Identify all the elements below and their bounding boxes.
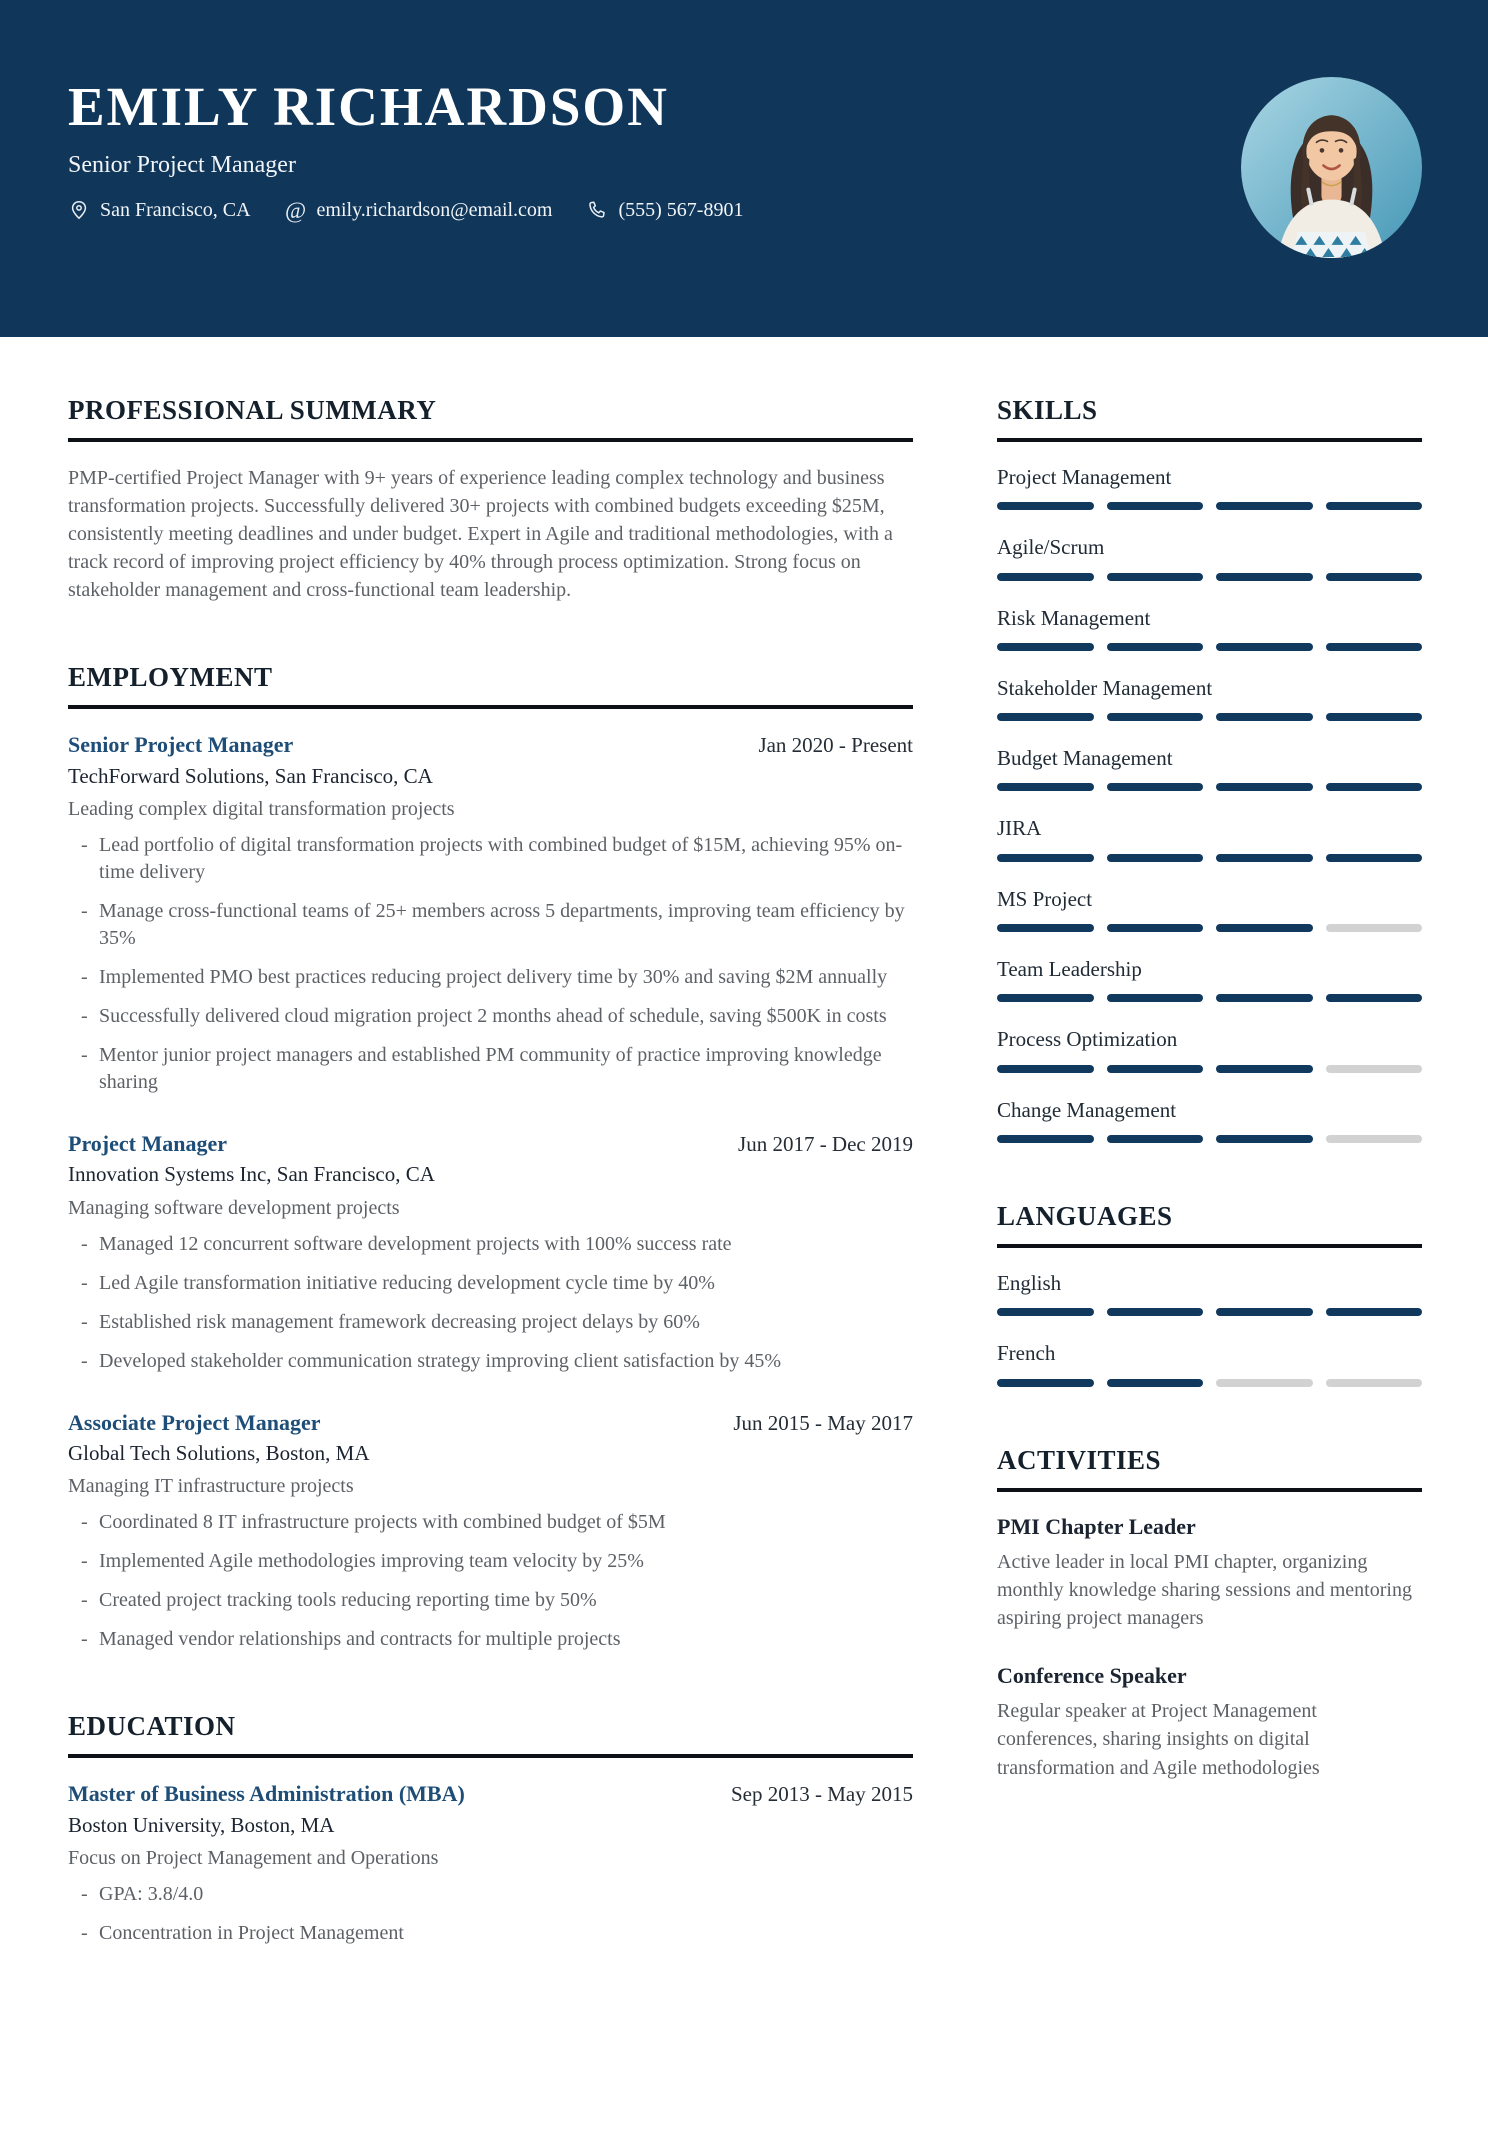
summary-text: PMP-certified Project Manager with 9+ years of experience leading complex technology and business transformation projects. Successfully delivered 30+ projects with combined budgets exceeding $25M, consistently meeting deadlines and under budget. Expert in Agile and traditional methodologies, with a track record of improving project efficiency by 40% through process optimization. Strong focus on stakeholder management and cross-functional team leadership. (68, 467, 893, 601)
person-title: Senior Project Manager (68, 151, 296, 178)
entry-dates: Jun 2015 - May 2017 (733, 1410, 913, 1435)
entry-title: Project Manager (68, 1130, 228, 1156)
level-segment (1326, 573, 1423, 581)
entry-head (68, 1130, 913, 1158)
skill-item (997, 1026, 1422, 1072)
skill-name: Budget Management (997, 746, 1173, 771)
bullet-item: - Implemented Agile methodologies improving team velocity by 25% (68, 1548, 913, 1575)
languages-list (997, 1248, 1422, 1387)
phone-icon (586, 199, 608, 221)
entry-title: Associate Project Manager (68, 1409, 321, 1435)
level-segment (1216, 713, 1313, 721)
level-segment (997, 502, 1094, 510)
skill-item (997, 675, 1422, 721)
level-segment (1107, 643, 1204, 651)
contact-location (68, 199, 251, 222)
skill-level-bar (997, 994, 1422, 1002)
skill-item (997, 886, 1422, 932)
skill-name: MS Project (997, 886, 1093, 911)
skill-item (997, 534, 1422, 580)
level-segment (997, 713, 1094, 721)
bullet-item: - Managed 12 concurrent software development projects with 100% success rate (68, 1231, 913, 1258)
bullet-item: - Established risk management framework decreasing project delays by 60% (68, 1309, 913, 1336)
section-skills (997, 395, 1422, 1143)
skill-level-bar (997, 854, 1422, 862)
contact-phone (586, 199, 743, 222)
skill-name: Agile/Scrum (997, 535, 1105, 560)
location-pin-icon (68, 199, 90, 221)
skill-item (997, 1097, 1422, 1143)
phone-text: (555) 567-8901 (618, 198, 744, 221)
level-segment (1216, 854, 1313, 862)
bullet-item: - Lead portfolio of digital transformation projects with combined budget of $15M, achieving 95% on-time delivery (68, 832, 913, 886)
activity-text: Active leader in local PMI chapter, organizing monthly knowledge sharing sessions and mentoring aspiring project managers (997, 1550, 1412, 1630)
level-segment (997, 573, 1094, 581)
entry-head (68, 731, 913, 759)
skill-item (997, 815, 1422, 861)
entry-head (68, 1780, 913, 1808)
level-segment (1216, 783, 1313, 791)
resume-entry (68, 731, 913, 1096)
section-title-education: EDUCATION (68, 1711, 913, 1758)
skill-level-bar (997, 502, 1422, 510)
entry-dates: Sep 2013 - May 2015 (731, 1782, 913, 1807)
activity-item (997, 1514, 1422, 1633)
language-name: French (997, 1341, 1056, 1366)
education-list (68, 1758, 913, 1947)
level-segment (997, 1308, 1094, 1316)
section-education (68, 1711, 913, 1947)
entry-description: Focus on Project Management and Operations (68, 1847, 439, 1870)
level-segment (1216, 643, 1313, 651)
level-segment (1216, 502, 1313, 510)
skill-name: Stakeholder Management (997, 675, 1213, 700)
level-segment (997, 1379, 1094, 1387)
entry-dates: Jan 2020 - Present (758, 733, 913, 757)
header (0, 0, 1488, 337)
sidebar-column (997, 337, 1422, 1782)
activity-title: PMI Chapter Leader (997, 1513, 1196, 1539)
entry-title: Master of Business Administration (MBA) (68, 1781, 465, 1807)
bullet-item: - Manage cross-functional teams of 25+ members across 5 departments, improving team efficiency by 35% (68, 898, 913, 952)
level-segment (997, 643, 1094, 651)
bullet-item: - Developed stakeholder communication strategy improving client satisfaction by 45% (68, 1348, 913, 1375)
entry-description: Managing software development projects (68, 1196, 400, 1219)
skill-level-bar (997, 713, 1422, 721)
contact-row (68, 199, 1422, 222)
level-segment (1326, 1135, 1423, 1143)
level-segment (1216, 924, 1313, 932)
level-segment (1107, 573, 1204, 581)
skill-level-bar (997, 924, 1422, 932)
level-segment (1216, 1065, 1313, 1073)
entry-organization: TechForward Solutions, San Francisco, CA (68, 763, 433, 788)
language-item (997, 1340, 1422, 1386)
activity-title: Conference Speaker (997, 1662, 1187, 1688)
bullet-item: - Created project tracking tools reducing reporting time by 50% (68, 1587, 913, 1614)
skill-name: Change Management (997, 1097, 1177, 1122)
level-segment (1326, 1308, 1423, 1316)
location-text: San Francisco, CA (100, 198, 251, 221)
level-segment (997, 994, 1094, 1002)
entry-dates: Jun 2017 - Dec 2019 (738, 1131, 913, 1156)
email-text: emily.richardson@email.com (316, 198, 553, 221)
language-level-bar (997, 1379, 1422, 1387)
level-segment (1107, 502, 1204, 510)
level-segment (1107, 1065, 1204, 1073)
skill-level-bar (997, 573, 1422, 581)
level-segment (1216, 1308, 1313, 1316)
person-name: EMILY RICHARDSON (68, 76, 669, 137)
section-title-summary: PROFESSIONAL SUMMARY (68, 395, 913, 442)
level-segment (1107, 713, 1204, 721)
entry-title: Senior Project Manager (68, 732, 294, 757)
activities-list (997, 1492, 1422, 1782)
entry-organization: Global Tech Solutions, Boston, MA (68, 1441, 370, 1466)
main-column (68, 337, 913, 1959)
section-employment (68, 662, 913, 1653)
level-segment (1326, 1379, 1423, 1387)
level-segment (1326, 994, 1423, 1002)
skill-name: JIRA (997, 816, 1042, 841)
activity-item (997, 1663, 1422, 1782)
entry-bullets (68, 832, 913, 1096)
skill-name: Team Leadership (997, 957, 1142, 982)
skill-item (997, 464, 1422, 510)
entry-bullets (68, 1509, 913, 1653)
entry-bullets (68, 1881, 913, 1947)
level-segment (1326, 713, 1423, 721)
skill-level-bar (997, 1065, 1422, 1073)
language-name: English (997, 1270, 1062, 1295)
section-title-activities: ACTIVITIES (997, 1445, 1422, 1492)
bullet-item: - Managed vendor relationships and contracts for multiple projects (68, 1626, 913, 1653)
level-segment (1107, 1135, 1204, 1143)
skill-item (997, 605, 1422, 651)
employment-list (68, 709, 913, 1653)
entry-bullets (68, 1231, 913, 1375)
level-segment (997, 783, 1094, 791)
level-segment (1216, 994, 1313, 1002)
contact-email (285, 199, 553, 222)
level-segment (1326, 854, 1423, 862)
body-columns (0, 337, 1488, 1959)
bullet-item: - Concentration in Project Management (68, 1920, 913, 1947)
entry-organization: Innovation Systems Inc, San Francisco, CA (68, 1162, 435, 1187)
skill-item (997, 745, 1422, 791)
level-segment (1216, 573, 1313, 581)
skill-name: Project Management (997, 465, 1172, 489)
resume-entry (68, 1409, 913, 1654)
bullet-item: - Mentor junior project managers and established PM community of practice improving knowledge sharing (68, 1042, 913, 1096)
level-segment (1326, 502, 1423, 510)
level-segment (997, 924, 1094, 932)
level-segment (1326, 643, 1423, 651)
section-title-languages: LANGUAGES (997, 1201, 1422, 1248)
level-segment (1107, 854, 1204, 862)
bullet-item: - Coordinated 8 IT infrastructure projects with combined budget of $5M (68, 1509, 913, 1536)
skill-level-bar (997, 783, 1422, 791)
language-level-bar (997, 1308, 1422, 1316)
section-professional-summary (68, 395, 913, 604)
level-segment (1107, 994, 1204, 1002)
level-segment (1107, 1308, 1204, 1316)
section-activities (997, 1445, 1422, 1782)
level-segment (997, 1065, 1094, 1073)
skills-list (997, 442, 1422, 1143)
skill-name: Risk Management (997, 605, 1151, 630)
level-segment (1326, 1065, 1423, 1073)
bullet-item: - Successfully delivered cloud migration project 2 months ahead of schedule, saving $500K in costs (68, 1003, 913, 1030)
level-segment (997, 854, 1094, 862)
activity-text: Regular speaker at Project Management conferences, sharing insights on digital transformation and Agile methodologies (997, 1699, 1320, 1779)
bullet-item: - GPA: 3.8/4.0 (68, 1881, 913, 1908)
level-segment (1326, 783, 1423, 791)
section-languages (997, 1201, 1422, 1387)
level-segment (997, 1135, 1094, 1143)
skill-level-bar (997, 643, 1422, 651)
level-segment (1107, 783, 1204, 791)
bullet-item: - Led Agile transformation initiative reducing development cycle time by 40% (68, 1270, 913, 1297)
entry-head (68, 1409, 913, 1437)
entry-description: Managing IT infrastructure projects (68, 1475, 354, 1498)
resume-entry (68, 1780, 913, 1947)
skill-item (997, 956, 1422, 1002)
level-segment (1107, 924, 1204, 932)
resume-entry (68, 1130, 913, 1375)
level-segment (1107, 1379, 1204, 1387)
section-title-skills: SKILLS (997, 395, 1422, 442)
skill-name: Process Optimization (997, 1027, 1178, 1052)
email-at-icon: @ (284, 197, 307, 223)
level-segment (1326, 924, 1423, 932)
entry-organization: Boston University, Boston, MA (68, 1812, 335, 1837)
section-title-employment: EMPLOYMENT (68, 662, 913, 709)
language-item (997, 1270, 1422, 1316)
entry-description: Leading complex digital transformation projects (68, 797, 455, 820)
level-segment (1216, 1135, 1313, 1143)
profile-photo (1241, 77, 1422, 258)
bullet-item: - Implemented PMO best practices reducing project delivery time by 30% and saving $2M annually (68, 964, 913, 991)
skill-level-bar (997, 1135, 1422, 1143)
level-segment (1216, 1379, 1313, 1387)
